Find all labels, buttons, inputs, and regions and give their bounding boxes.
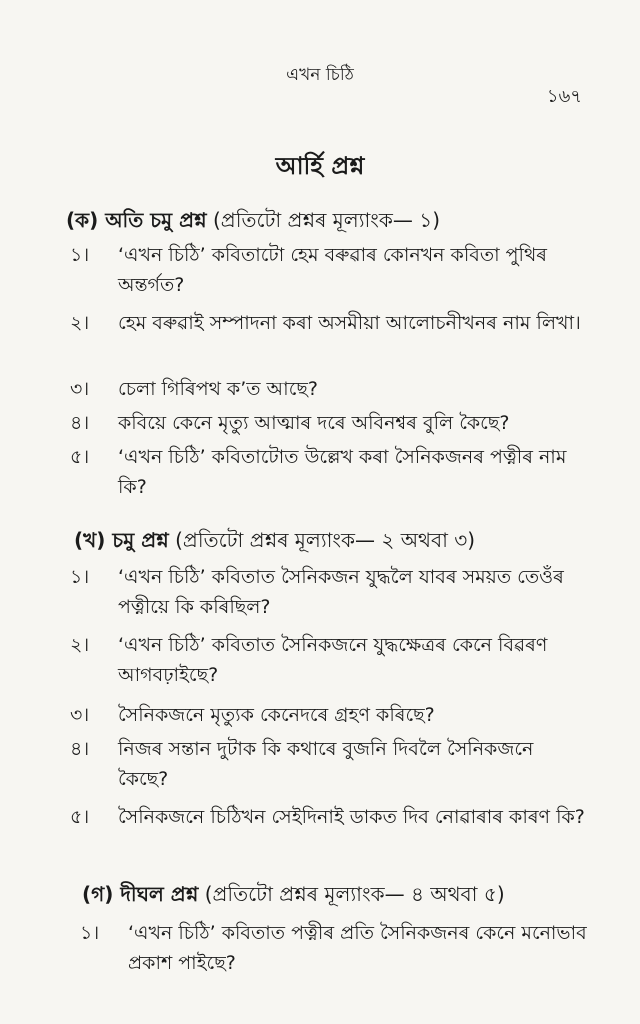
running-head: এখন চিঠি [286,65,354,85]
question-number: ১। [70,244,90,266]
question-number: ২। [70,312,90,334]
question-number: ৪। [70,738,90,760]
question-text: ‘এখন চিঠি’ কবিতাত সৈনিকজন যুদ্ধলৈ যাবৰ সময়ত তেওঁৰ পত্নীয়ে কি কৰিছিল? [118,566,564,618]
question-number: ৫। [70,806,90,828]
section-mark-note: (প্ৰতিটো প্ৰশ্নৰ মূল্যাংক— ১) [213,208,441,232]
section-label: (খ) চমু প্ৰশ্ন [74,528,169,552]
question-number: ১। [70,566,90,588]
question-text: সৈনিকজনে চিঠিখন সেইদিনাই ডাকত দিব নোৱাৰাৰ কাৰণ কি? [118,806,585,828]
page-number: ১৬৭ [546,86,582,107]
question-text: নিজৰ সন্তান দুটাক কি কথাৰে বুজনি দিবলৈ সৈনিকজনে কৈছে? [118,738,534,790]
section-heading-kha [74,526,475,559]
question-text: কবিয়ে কেনে মৃত্যু আত্মাৰ দৰে অবিনশ্বৰ বুলি কৈছে? [118,412,510,434]
question-text: হেম বৰুৱাই সম্পাদনা কৰা অসমীয়া আলোচনীখনৰ নাম লিখা। [118,312,581,334]
section-heading-ka [66,206,440,239]
question-number: ৪। [70,412,90,434]
question-text: সৈনিকজনে মৃত্যুক কেনেদৰে গ্ৰহণ কৰিছে? [118,704,435,726]
question-text: ‘এখন চিঠি’ কবিতাটোত উল্লেখ কৰা সৈনিকজনৰ পত্নীৰ নাম কি? [118,446,567,498]
section-label: (ক) অতি চমু প্ৰশ্ন [66,208,207,232]
question-number: ৫। [70,446,90,468]
question-number: ৩। [70,704,90,726]
question-text: চেলা গিৰিপথ ক’ত আছে? [118,378,318,400]
page-title: আৰ্হি প্ৰশ্ন [275,152,365,180]
section-label: (গ) দীঘল প্ৰশ্ন [82,882,199,906]
question-text: ‘এখন চিঠি’ কবিতাত পত্নীৰ প্ৰতি সৈনিকজনৰ কেনে মনোভাব প্ৰকাশ পাইছে? [128,922,587,974]
section-mark-note: (প্ৰতিটো প্ৰশ্নৰ মূল্যাংক— ৪ অথবা ৫) [204,882,505,906]
question-number: ২। [70,634,90,656]
question-number: ১। [80,922,100,944]
question-text: ‘এখন চিঠি’ কবিতাটো হেম বৰুৱাৰ কোনখন কবিতা পুথিৰ অন্তৰ্গত? [118,244,547,296]
section-mark-note: (প্ৰতিটো প্ৰশ্নৰ মূল্যাংক— ২ অথবা ৩) [175,528,476,552]
question-text: ‘এখন চিঠি’ কবিতাত সৈনিকজনে যুদ্ধক্ষেত্ৰৰ কেনে বিৱৰণ আগবঢ়াইছে? [118,634,548,686]
question-number: ৩। [70,378,90,400]
section-heading-ga [82,880,505,913]
